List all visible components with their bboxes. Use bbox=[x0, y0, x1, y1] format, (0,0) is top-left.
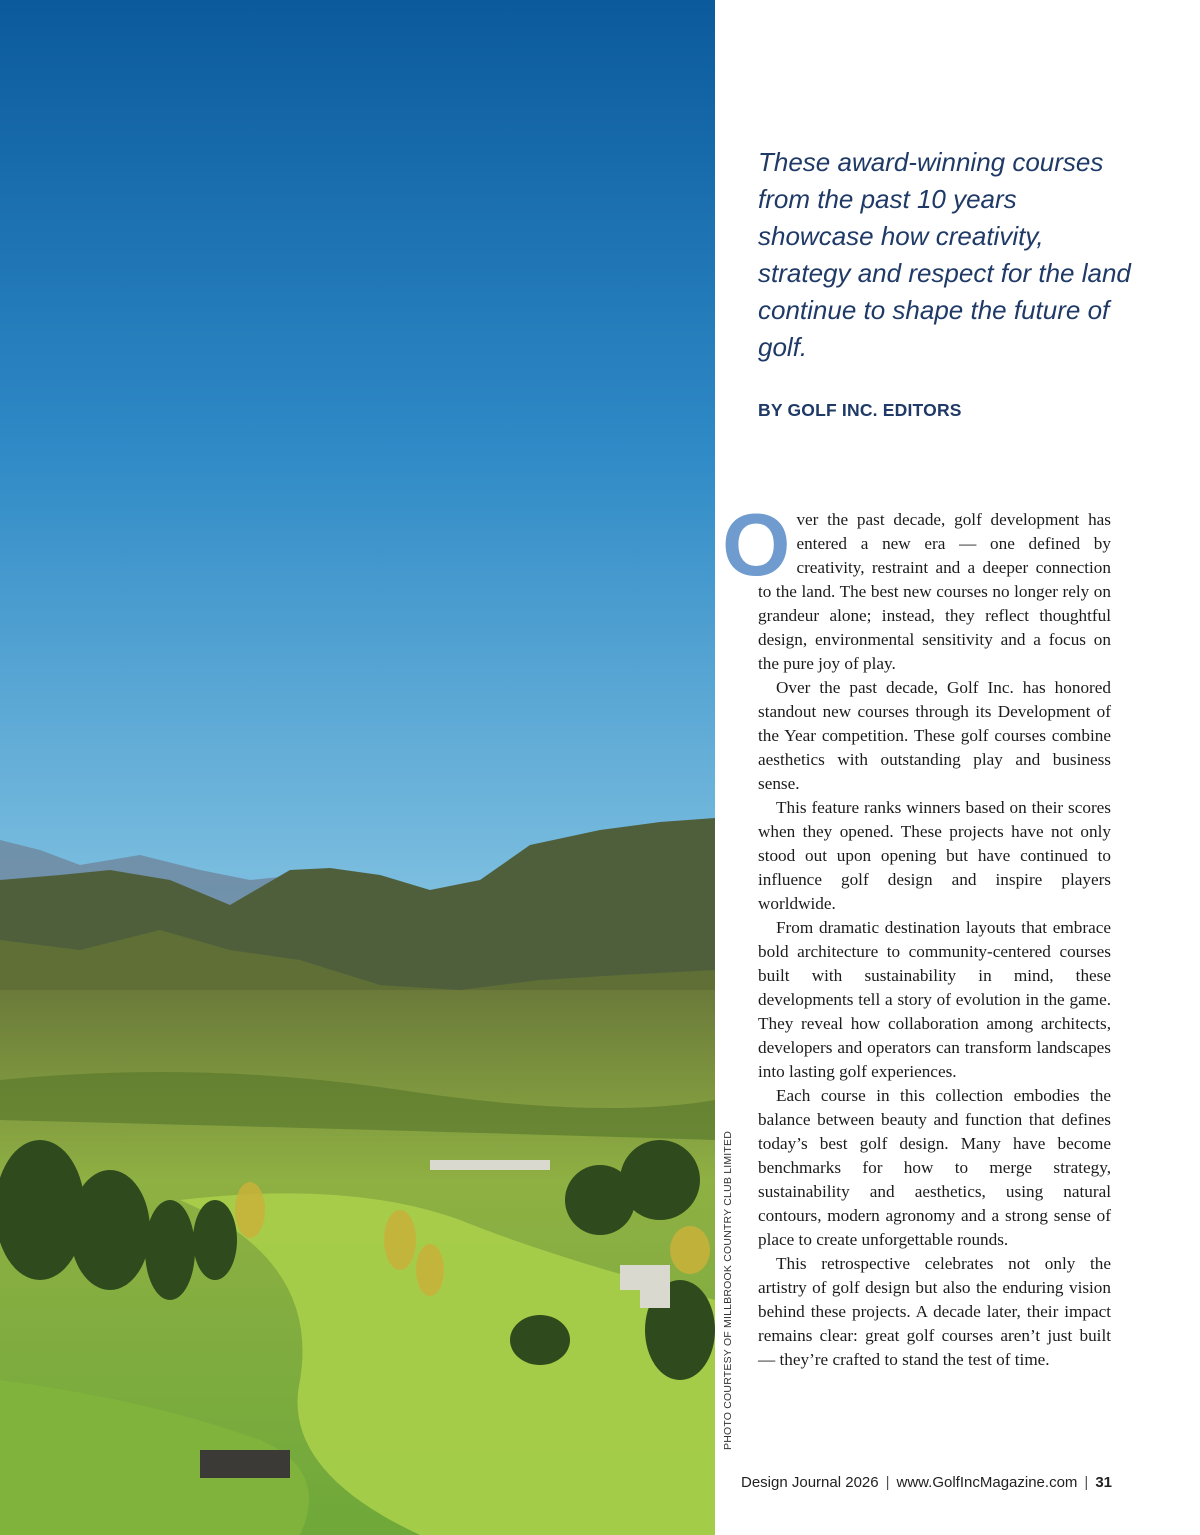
footer-url[interactable]: www.GolfIncMagazine.com bbox=[896, 1474, 1078, 1491]
paragraph-6: This retrospective celebrates not only the artistry of golf design but also the enduring vision behind these projects. A decade later, their impact remains clear: great golf courses aren’t just built — they’re crafted to stand the test of time. bbox=[758, 1254, 1111, 1369]
byline: BY GOLF INC. EDITORS bbox=[758, 400, 962, 420]
paragraph-4: From dramatic destination layouts that embrace bold architecture to community-centered courses built with sustainability in mind, these developments tell a story of evolution in the game. They reveal how collaboration among architects, developers and operators can transform landscapes into lasting golf experiences. bbox=[758, 918, 1111, 1081]
photo-credit: PHOTO COURTESY OF MILLBROOK COUNTRY CLUB LIMITED bbox=[722, 1130, 734, 1450]
page-number: 31 bbox=[1095, 1474, 1112, 1491]
article-dek: These award-winning courses from the past 10 years showcase how creativity, strategy and respect for the land continue to shape the future of golf. bbox=[758, 147, 1131, 362]
footer-publication: Design Journal 2026 bbox=[741, 1474, 879, 1491]
paragraph-1 bbox=[722, 495, 1111, 676]
paragraph-1-text: ver the past decade, golf development has entered a new era — one defined by creativity, restraint and a deeper connection to the land. The best new courses no longer rely on grandeur alone; instead, they reflect thoughtful design, environmental sensitivity and a focus on the pure joy of play. bbox=[758, 510, 1111, 673]
paragraph-3: This feature ranks winners based on their scores when they opened. These projects have not only stood out upon opening but have continued to influence golf design and inspire players worldwide. bbox=[758, 798, 1111, 913]
drop-cap: O bbox=[722, 495, 791, 594]
page-footer: Design Journal 2026 | www.GolfIncMagazine.com | 31 bbox=[741, 1474, 1112, 1491]
paragraph-2: Over the past decade, Golf Inc. has honored standout new courses through its Development of the Year competition. These golf courses combine aesthetics with outstanding play and business sense. bbox=[758, 678, 1111, 793]
paragraph-5: Each course in this collection embodies the balance between beauty and function that defines today’s best golf design. Many have become benchmarks for how to merge strategy, sustainability and aesthetics, using natural contours, modern agronomy and a strong sense of place to create unforgettable rounds. bbox=[758, 1086, 1111, 1249]
